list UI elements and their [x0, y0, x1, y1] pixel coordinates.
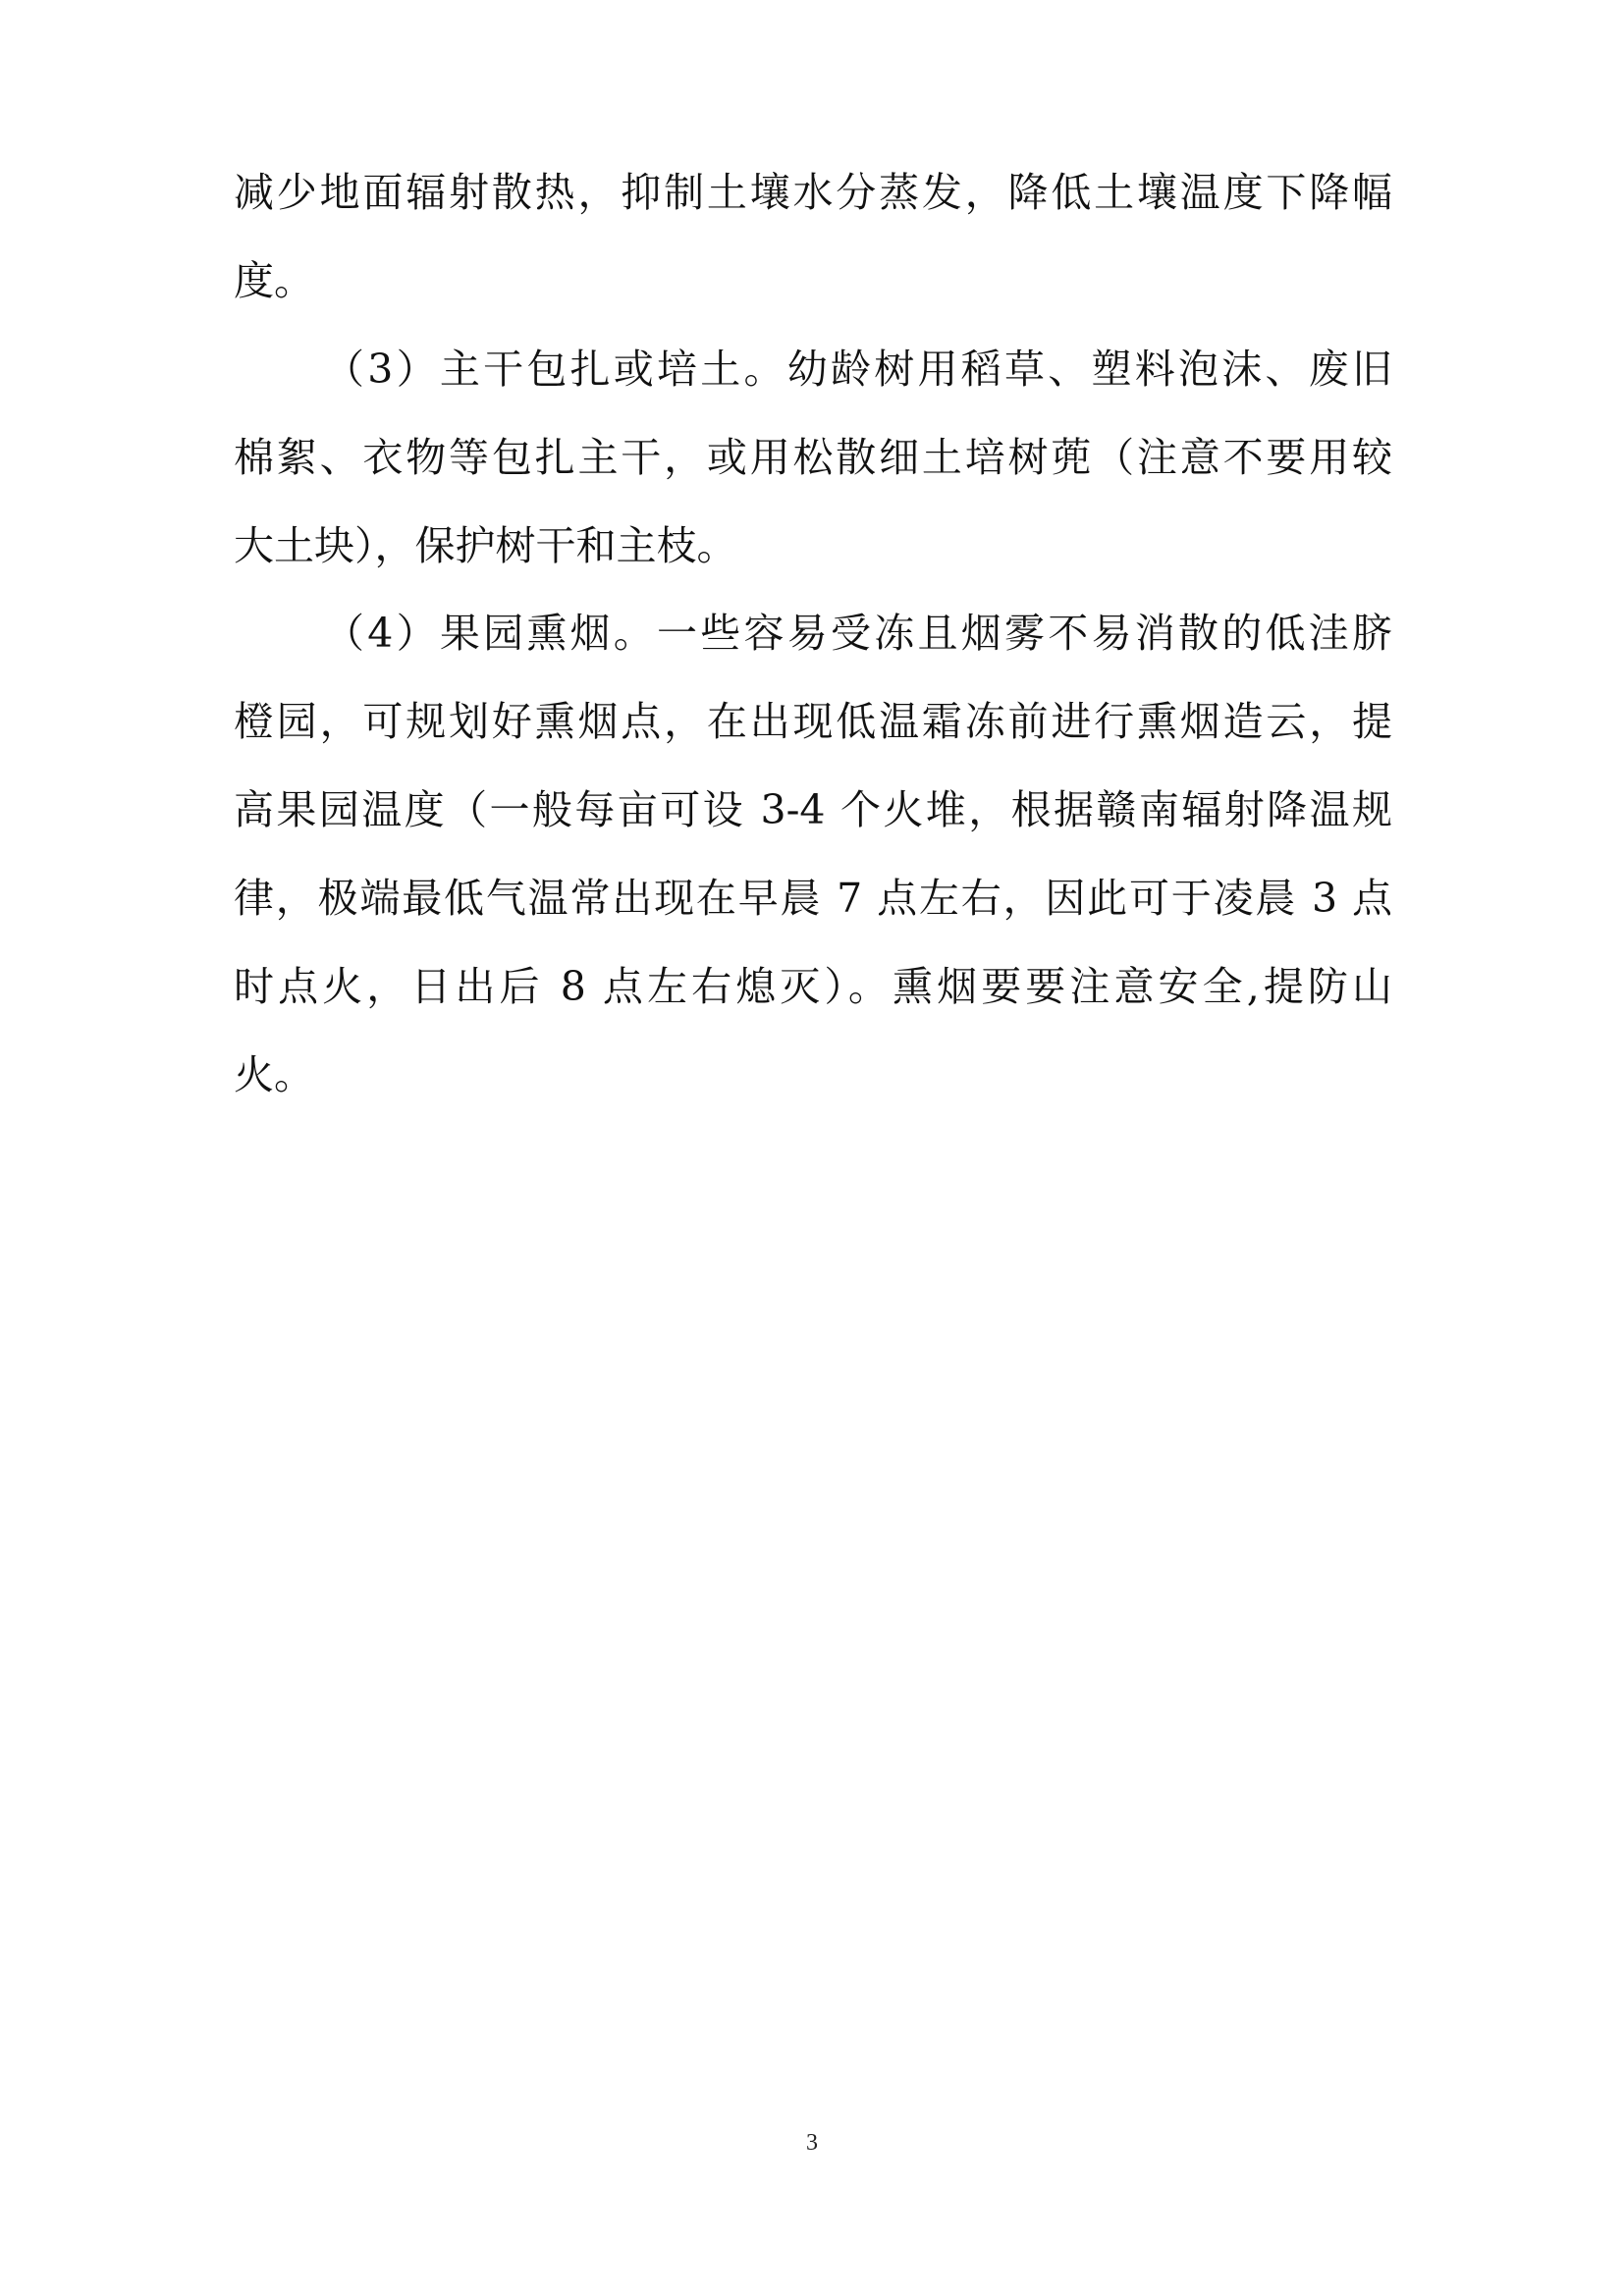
paragraph-line: 棉絮、衣物等包扎主干，或用松散细土培树蔸（注意不要用较 [234, 434, 1392, 481]
paragraph-line: 大土块），保护树干和主枝。 [234, 522, 737, 569]
paragraph-line: 减少地面辐射散热，抑制土壤水分蒸发，降低土壤温度下降幅 [234, 169, 1392, 216]
paragraph-line: （3）主干包扎或培土。幼龄树用稻草、塑料泡沫、废旧 [324, 346, 1392, 393]
paragraph-line: （4）果园熏烟。一些容易受冻且烟雾不易消散的低洼脐 [324, 610, 1392, 657]
paragraph-line: 律，极端最低气温常出现在早晨 7 点左右，因此可于凌晨 3 点 [234, 875, 1392, 922]
paragraph-line: 高果园温度（一般每亩可设 3-4 个火堆，根据赣南辐射降温规 [234, 786, 1392, 833]
paragraph-line: 橙园，可规划好熏烟点，在出现低温霜冻前进行熏烟造云，提 [234, 698, 1392, 745]
page-number: 3 [806, 2130, 818, 2156]
paragraph-line: 度。 [234, 257, 314, 304]
paragraph-line: 火。 [234, 1051, 314, 1098]
paragraph-line: 时点火，日出后 8 点左右熄灭）。熏烟要要注意安全,提防山 [234, 963, 1392, 1010]
